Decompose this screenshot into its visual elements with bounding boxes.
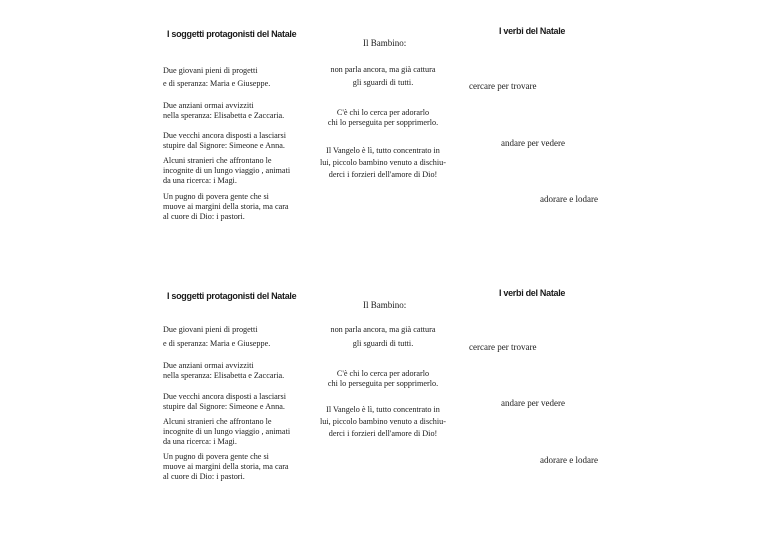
handout-copy-1 — [0, 0, 768, 265]
subjects-heading: I soggetti protagonisti del Natale — [167, 291, 297, 301]
verb-item: adorare e lodare — [540, 455, 598, 465]
verbs-heading: I verbi del Natale — [499, 288, 566, 298]
child-paragraph: non parla ancora, ma già cattura gli sguardi di tutti. — [330, 325, 436, 348]
child-paragraph: C'è chi lo cerca per adorarlo chi lo perseguita per sopprimerlo. — [327, 369, 439, 388]
subject-paragraph: Un pugno di povera gente che si muove ai margini della storia, ma cara al cuore di Dio: i pastori. — [163, 452, 289, 481]
subject-paragraph: Due giovani pieni di progetti e di speranza: Maria e Giuseppe. — [163, 325, 271, 348]
verb-item: andare per vedere — [501, 398, 565, 408]
subject-paragraph: Due anziani ormai avvizziti nella speranza: Elisabetta e Zaccaria. — [163, 101, 285, 120]
subject-paragraph: Un pugno di povera gente che si muove ai margini della storia, ma cara al cuore di Dio: i pastori. — [163, 192, 289, 221]
subject-paragraph: Alcuni stranieri che affrontano le incognite di un lungo viaggio , animati da una ricerca: i Magi. — [163, 417, 291, 446]
subject-paragraph: Due vecchi ancora disposti a lasciarsi stupire dal Signore: Simeone e Anna. — [163, 392, 286, 411]
subject-paragraph: Due anziani ormai avvizziti nella speranza: Elisabetta e Zaccaria. — [163, 361, 285, 380]
verb-item: andare per vedere — [501, 138, 565, 148]
verb-item: adorare e lodare — [540, 194, 598, 204]
verb-item: cercare per trovare — [469, 342, 537, 352]
child-paragraph: Il Vangelo è lì, tutto concentrato in lui, piccolo bambino venuto a dischiu- derci i forzieri dell'amore di Dio! — [320, 146, 446, 179]
child-heading: Il Bambino: — [363, 38, 407, 48]
subject-paragraph: Alcuni stranieri che affrontano le incognite di un lungo viaggio , animati da una ricerca: i Magi. — [163, 156, 291, 185]
subjects-heading: I soggetti protagonisti del Natale — [167, 29, 297, 39]
child-heading: Il Bambino: — [363, 300, 407, 310]
subject-paragraph: Due vecchi ancora disposti a lasciarsi stupire dal Signore: Simeone e Anna. — [163, 131, 286, 150]
child-paragraph: Il Vangelo è lì, tutto concentrato in lui, piccolo bambino venuto a dischiu- derci i forzieri dell'amore di Dio! — [320, 405, 446, 438]
handout-copy-2 — [0, 262, 768, 527]
child-paragraph: non parla ancora, ma già cattura gli sguardi di tutti. — [330, 65, 436, 87]
subject-paragraph: Due giovani pieni di progetti e di speranza: Maria e Giuseppe. — [163, 66, 271, 88]
child-paragraph: C'è chi lo cerca per adorarlo chi lo perseguita per sopprimerlo. — [327, 108, 439, 127]
verb-item: cercare per trovare — [469, 81, 537, 91]
verbs-heading: I verbi del Natale — [499, 26, 566, 36]
